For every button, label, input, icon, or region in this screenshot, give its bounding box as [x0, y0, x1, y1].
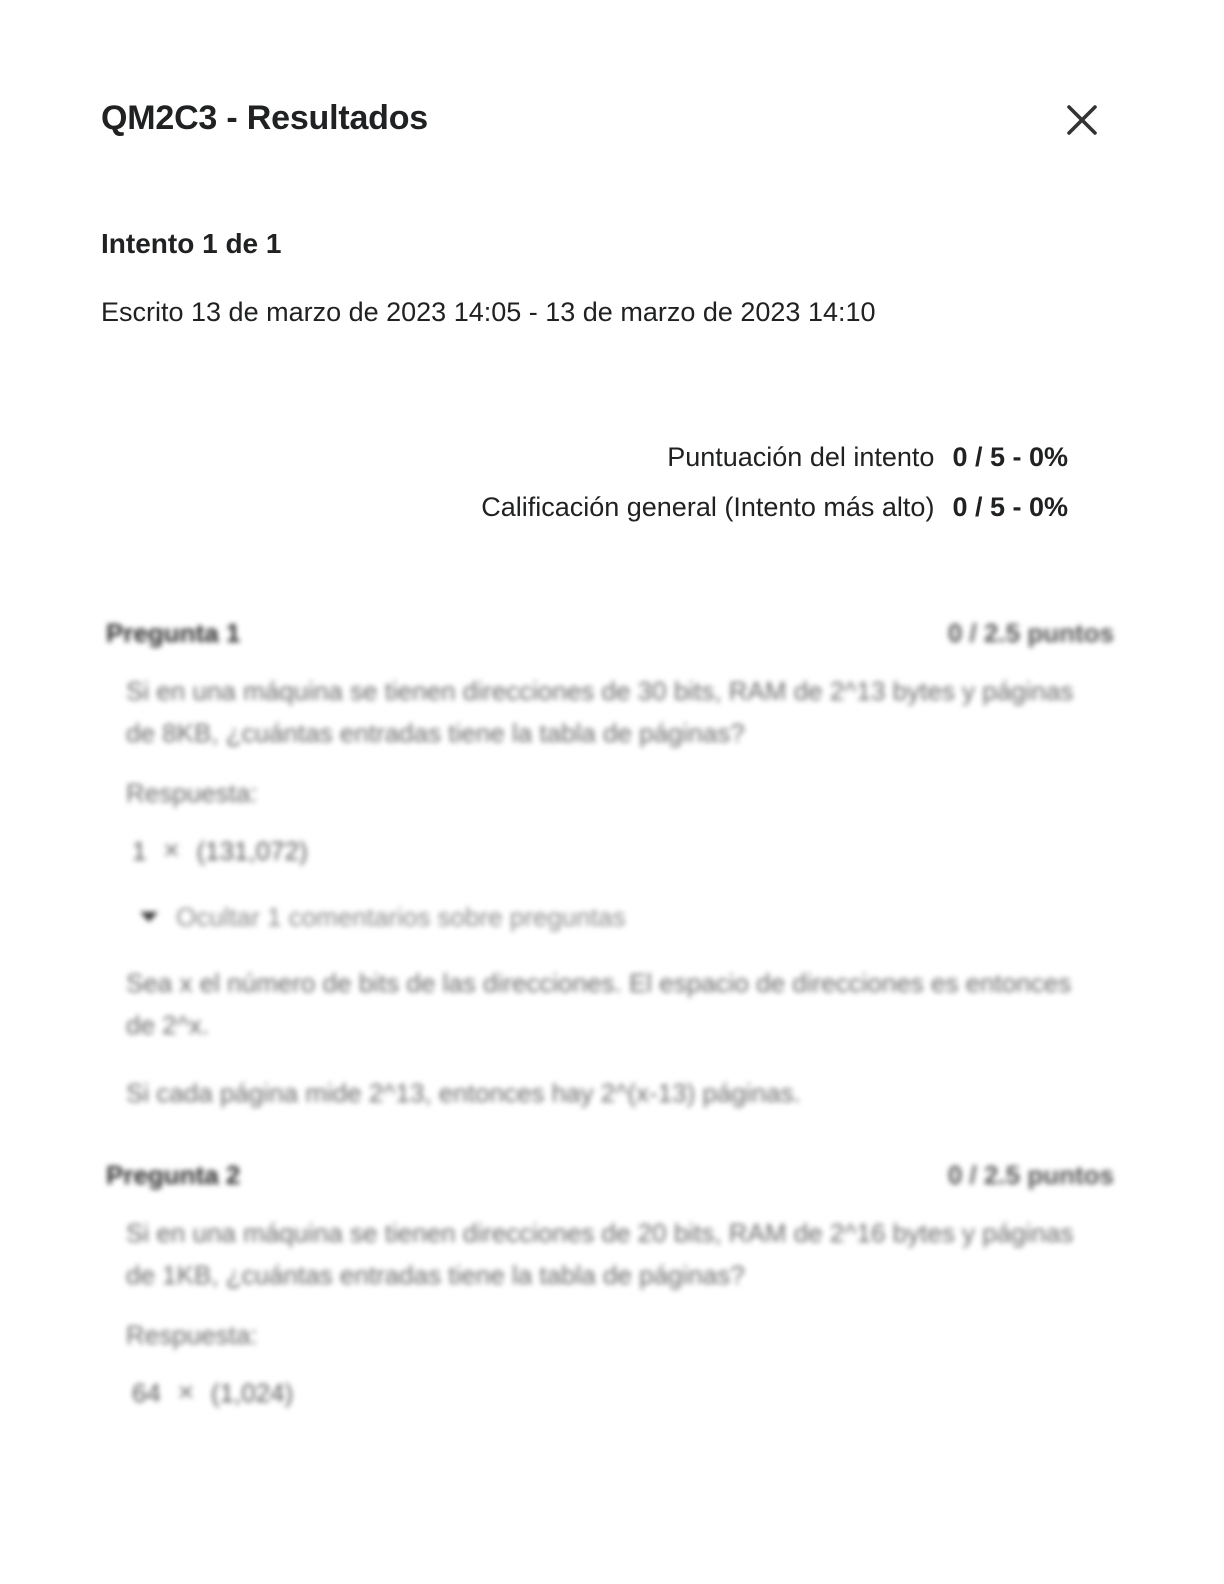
attempt-written-time: Escrito 13 de marzo de 2023 14:05 - 13 de marzo de 2023 14:10: [101, 297, 876, 327]
question-body: [100, 1212, 1120, 1414]
questions-list: [100, 618, 1120, 1460]
feedback-text: [126, 962, 1080, 1114]
question-points: 0 / 2.5 puntos: [947, 618, 1114, 648]
score-summary: [481, 432, 1068, 532]
feedback-toggle-label: Ocultar 1 comentarios sobre preguntas: [176, 902, 626, 932]
overall-grade-value: 0 / 5 - 0%: [952, 492, 1068, 522]
answer-label: Respuesta:: [126, 778, 258, 808]
question-points: 0 / 2.5 puntos: [947, 1160, 1114, 1190]
correct-answer-value: (131,072): [196, 836, 308, 866]
close-button[interactable]: [1060, 98, 1104, 142]
question-header: [100, 618, 1120, 660]
correct-answer-value: (1,024): [210, 1378, 294, 1408]
answer-value: 1: [132, 836, 147, 866]
feedback-paragraph: Sea x el número de bits de las direcciones. El espacio de direcciones es entonces de 2^x.: [126, 968, 1072, 1040]
question-header: [100, 1160, 1120, 1202]
close-icon: [1060, 98, 1104, 142]
incorrect-icon: ✕: [162, 838, 181, 863]
incorrect-icon: ✕: [176, 1380, 196, 1405]
answer-label: Respuesta:: [126, 1320, 258, 1350]
overall-grade-label: Calificación general (Intento más alto): [481, 492, 935, 522]
question-body: [100, 670, 1120, 1114]
feedback-toggle[interactable]: [140, 896, 1080, 938]
dialog-title: QM2C3 - Resultados: [101, 99, 429, 137]
question-2: [100, 1160, 1120, 1414]
question-text: Si en una máquina se tienen direcciones de 20 bits, RAM de 2^16 bytes y páginas de 1KB, ¿cuántas entradas tiene la tabla de páginas?: [126, 1218, 1074, 1290]
question-text: Si en una máquina se tienen direcciones de 30 bits, RAM de 2^13 bytes y páginas de 8KB, ¿cuántas entradas tiene la tabla de páginas?: [126, 676, 1074, 748]
answer-row: [126, 830, 1080, 872]
question-title: Pregunta 2: [106, 1160, 241, 1190]
question-1: [100, 618, 1120, 1114]
caret-down-icon: [140, 912, 158, 922]
attempt-heading: Intento 1 de 1: [101, 228, 282, 259]
question-title: Pregunta 1: [106, 618, 241, 648]
answer-value: 64: [132, 1378, 161, 1408]
attempt-score-label: Puntuación del intento: [667, 442, 935, 472]
overall-grade-row: [481, 482, 1068, 532]
feedback-paragraph: Si cada página mide 2^13, entonces hay 2^(x-13) páginas.: [126, 1078, 801, 1108]
attempt-score-row: [481, 432, 1068, 482]
answer-row: [126, 1372, 1080, 1414]
attempt-score-value: 0 / 5 - 0%: [952, 442, 1068, 472]
